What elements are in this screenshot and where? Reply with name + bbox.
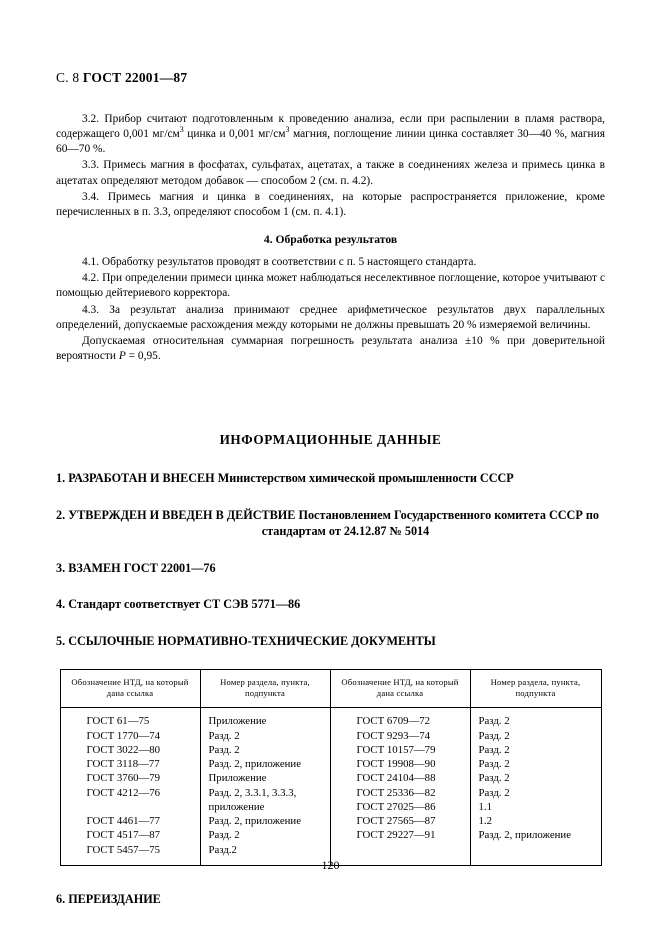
list-item: Разд. 2 [208,743,240,756]
list-item: ГОСТ 19908—90 [356,758,436,771]
info-item-reissue: 6. ПЕРЕИЗДАНИЕ [56,891,161,906]
info-item-approved [56,507,605,540]
page-label: С. 8 [56,70,80,85]
designation-list-left [61,714,200,857]
list-item: Разд. 2, приложение [478,829,571,842]
list-item: ГОСТ 3760—79 [86,772,161,785]
table-row [60,708,601,866]
list-item: Разд. 2, приложение [208,815,301,828]
list-item: Приложение [208,772,267,785]
cell-numbers-right [470,708,601,866]
info-item-text: 3. ВЗАМЕН ГОСТ 22001—76 [56,560,216,575]
list-item: Разд. 2 [478,758,510,771]
list-item: Разд. 2 [208,829,240,842]
info-item-text: 1. РАЗРАБОТАН И ВНЕСЕН Министерством химической промышленности СССР [56,471,514,486]
list-item: ГОСТ 9293—74 [356,729,431,742]
section-title-results: 4. Обработка результатов [263,233,398,247]
paragraph-3-2: 3.2. Прибор считают подготовленным к проведению анализа, если при распылении в пламя раствора, содержащего 0,001 $мг/см^3$ цинка и 0,001 $мг/см^3$ магния, поглощение линии цинка составляет 30—40 %, магния 60—70 %. [56,113,605,156]
designation-list-right [331,714,470,842]
table-header-row [60,670,601,708]
info-item-text: 5. ССЫЛОЧНЫЕ НОРМАТИВНО-ТЕХНИЧЕСКИЕ ДОКУМЕНТЫ [56,633,436,648]
list-item: приложение [208,800,265,813]
info-item-conformity [56,596,605,612]
paragraph-4-1: 4.1. Обработку результатов проводят в соответствии с п. 5 настоящего стандарта. [82,256,477,269]
list-item: ГОСТ 5457—75 [86,843,161,856]
list-item [61,800,200,814]
number-list-left [201,714,330,857]
paragraph-3-3: 3.3. Примесь магния в фосфатах, сульфатах, ацетатах, а также в соединениях железа и примесь цинка в ацетатах определяют методом добавок — способом 2 (см. п. 4.2). [56,159,605,187]
paragraph-error-note: Допускаемая относительная суммарная погрешность результата анализа ±10 % при доверительной вероятности P = 0,95. [56,334,605,363]
list-item: ГОСТ 4461—77 [86,815,161,828]
table-header-designation-right: Обозначение НТД, на который дана ссылка [330,670,470,708]
cell-designations-left [60,708,200,866]
standard-designation: ГОСТ 22001—87 [82,70,188,85]
list-item: Разд. 2, приложение [208,758,301,771]
list-item: ГОСТ 27565—87 [356,815,436,828]
paragraph-4-2: 4.2. При определении примеси цинка может наблюдаться неселективное поглощение, которое учитывают с помощью дейтериевого корректора. [56,272,605,300]
info-item-continuation: стандартам от 24.12.87 № 5014 [261,524,430,539]
page-header [56,70,605,86]
reference-documents-table [60,669,602,866]
list-item: Разд.2 [208,843,237,856]
list-item: ГОСТ 1770—74 [86,729,161,742]
info-item-developed [56,470,605,486]
paragraph-4-3: 4.3. За результат анализа принимают среднее арифметическое результатов двух параллельных определений, допускаемые расхождения между которыми не должны превышать 20 % измеряемой величины. [56,303,605,331]
info-item-replaces [56,560,605,576]
cell-numbers-left [200,708,330,866]
list-item: ГОСТ 61—75 [86,715,150,728]
list-item: 1.1 [478,800,492,813]
info-item-text: 2. УТВЕРЖДЕН И ВВЕДЕН В ДЕЙСТВИЕ Постановлением Государственного комитета СССР по [56,507,599,522]
info-item-references [56,633,605,649]
list-item: ГОСТ 3022—80 [86,743,161,756]
list-item: ГОСТ 27025—86 [356,800,436,813]
list-item: Разд. 2 [478,772,510,785]
page-number: 120 [321,858,340,872]
number-list-right [471,714,601,842]
table-header-designation-left: Обозначение НТД, на который дана ссылка [60,670,200,708]
list-item: ГОСТ 4517—87 [86,829,161,842]
table-header-number-left: Номер раздела, пункта, подпункта [200,670,330,708]
list-item: ГОСТ 10157—79 [356,743,436,756]
info-item-text: 4. Стандарт соответствует СТ СЭВ 5771—86 [56,597,301,612]
list-item: ГОСТ 6709—72 [356,715,431,728]
list-item: 1.2 [478,815,492,828]
list-item: Разд. 2 [208,729,240,742]
cell-designations-right [330,708,470,866]
information-data-title: ИНФОРМАЦИОННЫЕ ДАННЫЕ [219,432,442,448]
list-item: Разд. 2, 3.3.1, 3.3.3, [208,786,297,799]
list-item: Разд. 2 [478,715,510,728]
list-item: ГОСТ 25336—82 [356,786,436,799]
list-item: Приложение [208,715,267,728]
paragraph-3-4: 3.4. Примесь магния и цинка в соединениях, на которые распространяется приложение, кроме перечисленных в п. 3.3, определяют способом 1 (см. п. 4.1). [56,190,605,218]
list-item: Разд. 2 [478,743,510,756]
list-item: Разд. 2 [478,729,510,742]
table-header-number-right: Номер раздела, пункта, подпункта [470,670,601,708]
list-item: ГОСТ 29227—91 [356,829,436,842]
list-item: ГОСТ 24104—88 [356,772,436,785]
list-item: ГОСТ 4212—76 [86,786,161,799]
list-item: Разд. 2 [478,786,510,799]
list-item: ГОСТ 3118—77 [86,758,160,771]
